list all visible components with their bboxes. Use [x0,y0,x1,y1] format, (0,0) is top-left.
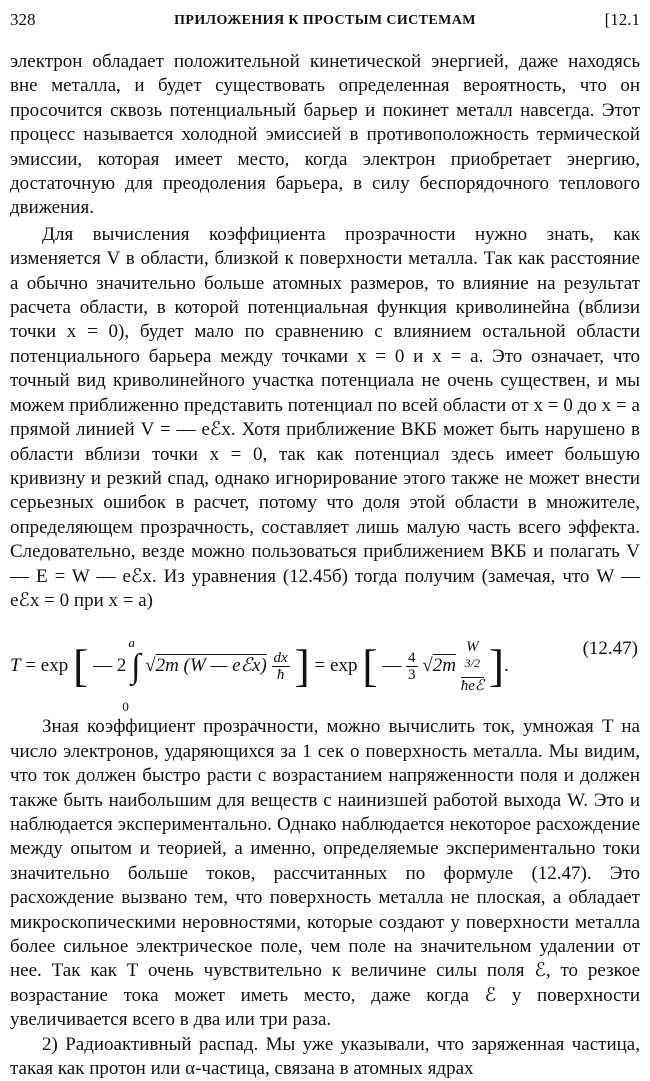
w-fraction [461,639,484,694]
four-thirds [406,650,418,683]
paragraph-cold-emission: электрон обладает положительной кинетической энергией, даже находясь вне металла, и будет существовать определенная вероятность, что он просочится сквозь потенциальный барьер и покинет металл навсегда. Этот процесс называется холодной эмиссией в противоположность термической эмиссии, которая имеет место, когда электрон приобретает энергию, достаточную для преодоления барьера, в силу беспорядочного теплового движения. [10,51,640,219]
left-bracket-2: [ [362,640,378,692]
page-number: 328 [10,10,36,29]
w-exponent: 3/2 [464,656,480,671]
sqrt-sign-1: √ [145,655,156,677]
running-title: ПРИЛОЖЕНИЯ К ПРОСТЫМ СИСТЕМАМ [174,13,476,28]
paragraph-transparency: Для вычисления коэффициента прозрачности нужно знать, как изменяется V в области, близкой к поверхности металла. Так как расстояние a обычно значительно больше атомных размеров, то влияние на результат расчета области, в которой потенциальная функция криволинейна (вблизи точки x = 0), будет мало по сравнению с влиянием остальной области потенциального барьера между точками x = 0 и x = a. Это означает, что точный вид криволинейного участка потенциала не очень существен, и мы можем приближенно представить потенциал по всей области от x = 0 до x = a прямой линией V = — eℰx. Хотя приближение ВКБ может быть нарушено в области вблизи точки x = 0, так как потенциал здесь имеет большую кривизну и резкий спад, однако игнорирование этого также не может внести серьезных ошибок в расчет, потому что доля этой области в множителе, определяющем прозрачность, составляет лишь малую часть всего эффекта. Следовательно, везде можно пользоваться приближением ВКБ и полагать V — E = W — eℰx. Из уравнения (12.45б) тогда получим (замечая, что W — eℰx = 0 при x = a) [10,223,640,611]
eq-exp-1: = exp [25,655,69,677]
section-reference: [12.1 [604,10,640,29]
hbar: ħ [276,667,285,684]
right-bracket-2: ] [488,640,505,692]
frac-den-3: 3 [408,667,416,684]
equation-label: (12.47) [582,638,638,660]
integral-sign: ∫ [131,648,141,686]
paragraph-radioactive-decay: 2) Радиоактивный распад. Мы уже указывали, что заряженная частица, такая как протон или α-частица, связана в атомных ядрах [10,1033,640,1080]
eq-minus-two: — 2 [93,655,127,677]
left-bracket-1: [ [72,640,89,692]
eq-exp-2: = exp [314,655,358,677]
w-numerator [461,639,484,678]
equation-body: T = exp [ — 2 ∫ a 0 √2m (W — eℰx) $\frac{dx}{ħ}$ ] = exp [ — $\frac{4}{3}$ √2m W $^{3/2}$ ħeℰ ]. [10,639,509,694]
w-denominator: ħeℰ [460,678,484,695]
page-body [10,50,640,1081]
equation-12-47 [10,613,640,715]
sqrt-sign-2: √ [422,655,433,677]
eq-lhs: T [10,655,21,677]
dx: dx [273,650,288,667]
w-symbol: W [466,639,479,656]
lower-limit: 0 [122,699,129,715]
sqrt-2m: 2m [432,655,456,677]
integrand: 2m (W — eℰx) [155,655,267,677]
minus-sign: — [382,655,402,677]
frac-num-4: 4 [408,650,416,667]
upper-limit: a [128,635,135,651]
dx-over-hbar [272,650,290,683]
paragraph-current: Зная коэффициент прозрачности, можно вычислить ток, умножая T на число электронов, ударяющихся за 1 сек о поверхность металла. Мы видим, что ток должен быстро расти с возрастанием напряженности поля и должен также быть наибольшим для веществ с наинизшей работой выхода W. Это и наблюдается экспериментально. Однако наблюдается некоторое расхождение между опытом и теорией, а именно, определяемые экспериментально токи значительно больше токов, рассчитанных по формуле (12.47). Это расхождение вызвано тем, что поверхность металла не плоская, а обладает микроскопическими неровностями, которые создают у поверхности металла более сильное электрическое поле, чем поле на значительном удалении от нее. Так как T очень чувствительно к величине силы поля ℰ, то резкое возрастание тока может иметь место, даже когда ℰ у поверхности увеличивается всего в два или три раза. [10,716,640,1031]
right-bracket-1: ] [294,640,310,692]
page-header [10,8,640,38]
